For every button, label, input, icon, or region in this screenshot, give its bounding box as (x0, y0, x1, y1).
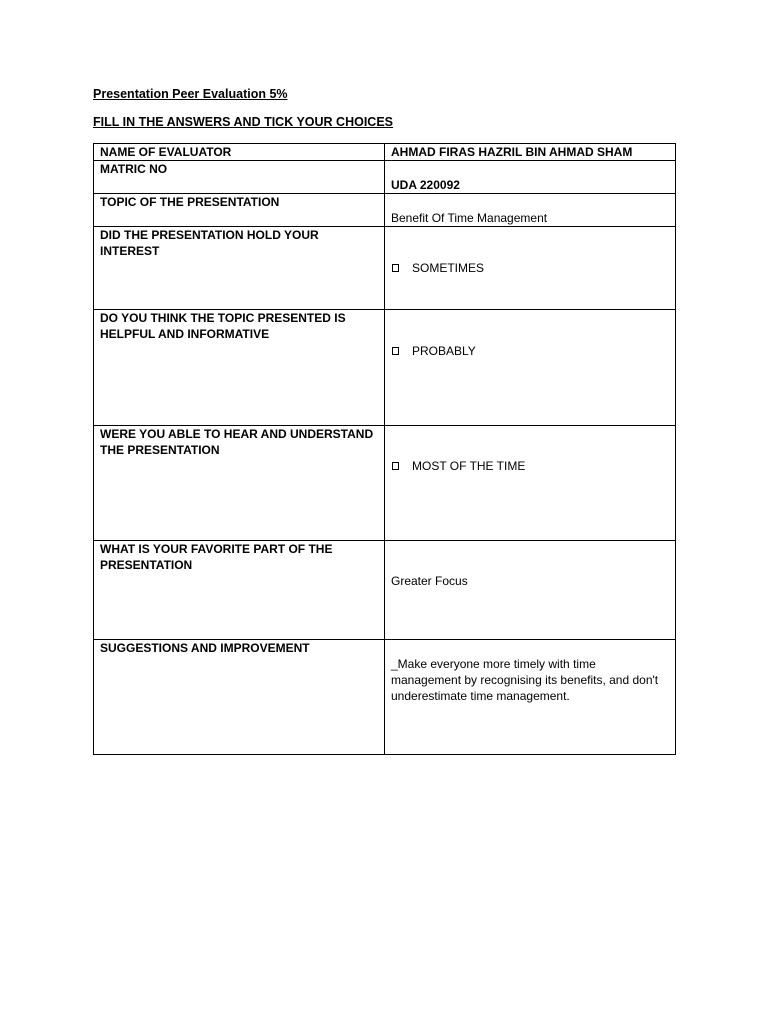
question-label: DID THE PRESENTATION HOLD YOUR INTEREST (100, 228, 319, 258)
answer-cell[interactable] (385, 194, 676, 227)
answer-text: UDA 220092 (391, 178, 460, 192)
evaluation-table (93, 143, 676, 755)
question-label: TOPIC OF THE PRESENTATION (100, 195, 280, 209)
answer-cell[interactable] (385, 426, 676, 541)
answer-cell[interactable] (385, 161, 676, 194)
choice-label: PROBABLY (412, 344, 476, 358)
question-cell (94, 640, 385, 755)
question-label: NAME OF EVALUATOR (100, 145, 232, 159)
question-cell (94, 227, 385, 310)
table-row (94, 640, 676, 755)
question-label: WERE YOU ABLE TO HEAR AND UNDERSTAND THE PRESENTATION (100, 427, 374, 457)
table-row (94, 426, 676, 541)
instruction-heading: FILL IN THE ANSWERS AND TICK YOUR CHOICES (93, 115, 394, 129)
question-cell (94, 161, 385, 194)
answer-cell[interactable] (385, 640, 676, 755)
answer-cell[interactable] (385, 310, 676, 426)
question-cell (94, 310, 385, 426)
checkbox-icon[interactable] (392, 462, 399, 470)
table-row (94, 227, 676, 310)
answer-text: Greater Focus (391, 574, 468, 588)
question-cell (94, 426, 385, 541)
question-label: SUGGESTIONS AND IMPROVEMENT (100, 641, 310, 655)
choice-label: SOMETIMES (412, 261, 485, 275)
checkbox-icon[interactable] (392, 347, 399, 355)
answer-cell[interactable] (385, 144, 676, 161)
table-row (94, 161, 676, 194)
answer-text: _Make everyone more timely with time management by recognising its benefits, and don't underestimate time management. (391, 657, 659, 703)
choice-label: MOST OF THE TIME (412, 459, 526, 473)
question-label: DO YOU THINK THE TOPIC PRESENTED IS HELPFUL AND INFORMATIVE (100, 311, 346, 341)
answer-cell[interactable] (385, 541, 676, 640)
answer-cell[interactable] (385, 227, 676, 310)
table-row (94, 144, 676, 161)
table-row (94, 310, 676, 426)
checkbox-icon[interactable] (392, 264, 399, 272)
page-title: Presentation Peer Evaluation 5% (93, 87, 288, 101)
choice-option[interactable] (391, 260, 669, 276)
choice-option[interactable] (391, 458, 669, 474)
question-cell (94, 194, 385, 227)
table-row (94, 541, 676, 640)
question-cell (94, 541, 385, 640)
question-label: MATRIC NO (100, 162, 168, 176)
question-label: WHAT IS YOUR FAVORITE PART OF THE PRESENTATION (100, 542, 333, 572)
choice-option[interactable] (391, 343, 669, 359)
question-cell (94, 144, 385, 161)
answer-text: Benefit Of Time Management (391, 211, 548, 225)
table-row (94, 194, 676, 227)
answer-text: AHMAD FIRAS HAZRIL BIN AHMAD SHAM (391, 145, 633, 159)
